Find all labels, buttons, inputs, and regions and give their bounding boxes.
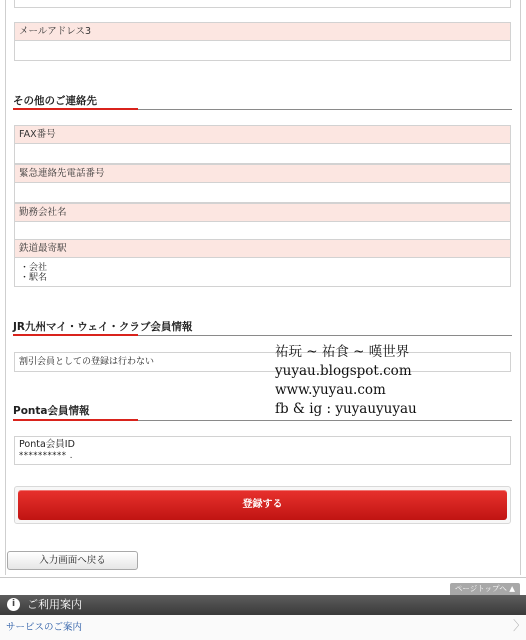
section-title-other-contact: その他のご連絡先 bbox=[13, 95, 97, 107]
email3-label: メールアドレス3 bbox=[14, 22, 511, 41]
fax-label: FAX番号 bbox=[14, 125, 511, 144]
info-icon: i bbox=[7, 598, 20, 611]
bullet-station-name: ・駅名 bbox=[20, 273, 48, 283]
submit-button-frame bbox=[14, 486, 511, 524]
company-name-label: 勤務会社名 bbox=[14, 203, 511, 222]
nearest-station-value bbox=[14, 258, 511, 287]
panel-border-right bbox=[520, 0, 521, 575]
footer-divider bbox=[0, 577, 526, 578]
previous-field-value bbox=[14, 0, 511, 8]
register-button[interactable]: 登録する bbox=[18, 490, 507, 520]
service-guide-row[interactable] bbox=[0, 615, 526, 640]
watermark-line: fb & ig : yuyauyuyau bbox=[275, 401, 417, 417]
watermark-line: yuyau.blogspot.com bbox=[275, 363, 412, 379]
watermark-line: www.yuyau.com bbox=[275, 382, 386, 398]
usage-guide-title: ご利用案内 bbox=[27, 598, 82, 611]
section-title-ponta: Ponta会員情報 bbox=[13, 405, 90, 417]
back-to-input-button[interactable]: 入力画面へ戻る bbox=[7, 551, 138, 570]
chevron-right-icon: 〉 bbox=[513, 619, 526, 634]
nearest-station-label: 鉄道最寄駅 bbox=[14, 239, 511, 258]
fax-value bbox=[14, 144, 511, 164]
bullet-company: ・会社 bbox=[20, 263, 48, 273]
section-title-jr-club: JR九州マイ・ウェイ・クラブ会員情報 bbox=[13, 321, 193, 333]
ponta-id-value: ********** . bbox=[19, 451, 73, 461]
page-top-button[interactable]: ページトップへ ▲ bbox=[450, 583, 520, 595]
section-accent-underline bbox=[13, 108, 138, 110]
email3-value bbox=[14, 41, 511, 61]
watermark-line: 祐玩 ~ 祐食 ~ 嘆世界 bbox=[275, 344, 410, 360]
ponta-id-box bbox=[14, 436, 511, 465]
jr-club-status: 割引会員としての登録は行わない bbox=[14, 352, 511, 372]
ponta-id-label: Ponta会員ID bbox=[19, 439, 75, 450]
panel-border-left bbox=[5, 0, 6, 575]
section-accent-underline bbox=[13, 419, 138, 421]
service-guide-link[interactable]: サービスのご案内 bbox=[6, 622, 83, 633]
emergency-phone-label: 緊急連絡先電話番号 bbox=[14, 164, 511, 183]
blog-watermark bbox=[275, 343, 515, 419]
usage-guide-header bbox=[0, 595, 526, 615]
section-accent-underline bbox=[13, 334, 138, 336]
emergency-phone-value bbox=[14, 183, 511, 203]
